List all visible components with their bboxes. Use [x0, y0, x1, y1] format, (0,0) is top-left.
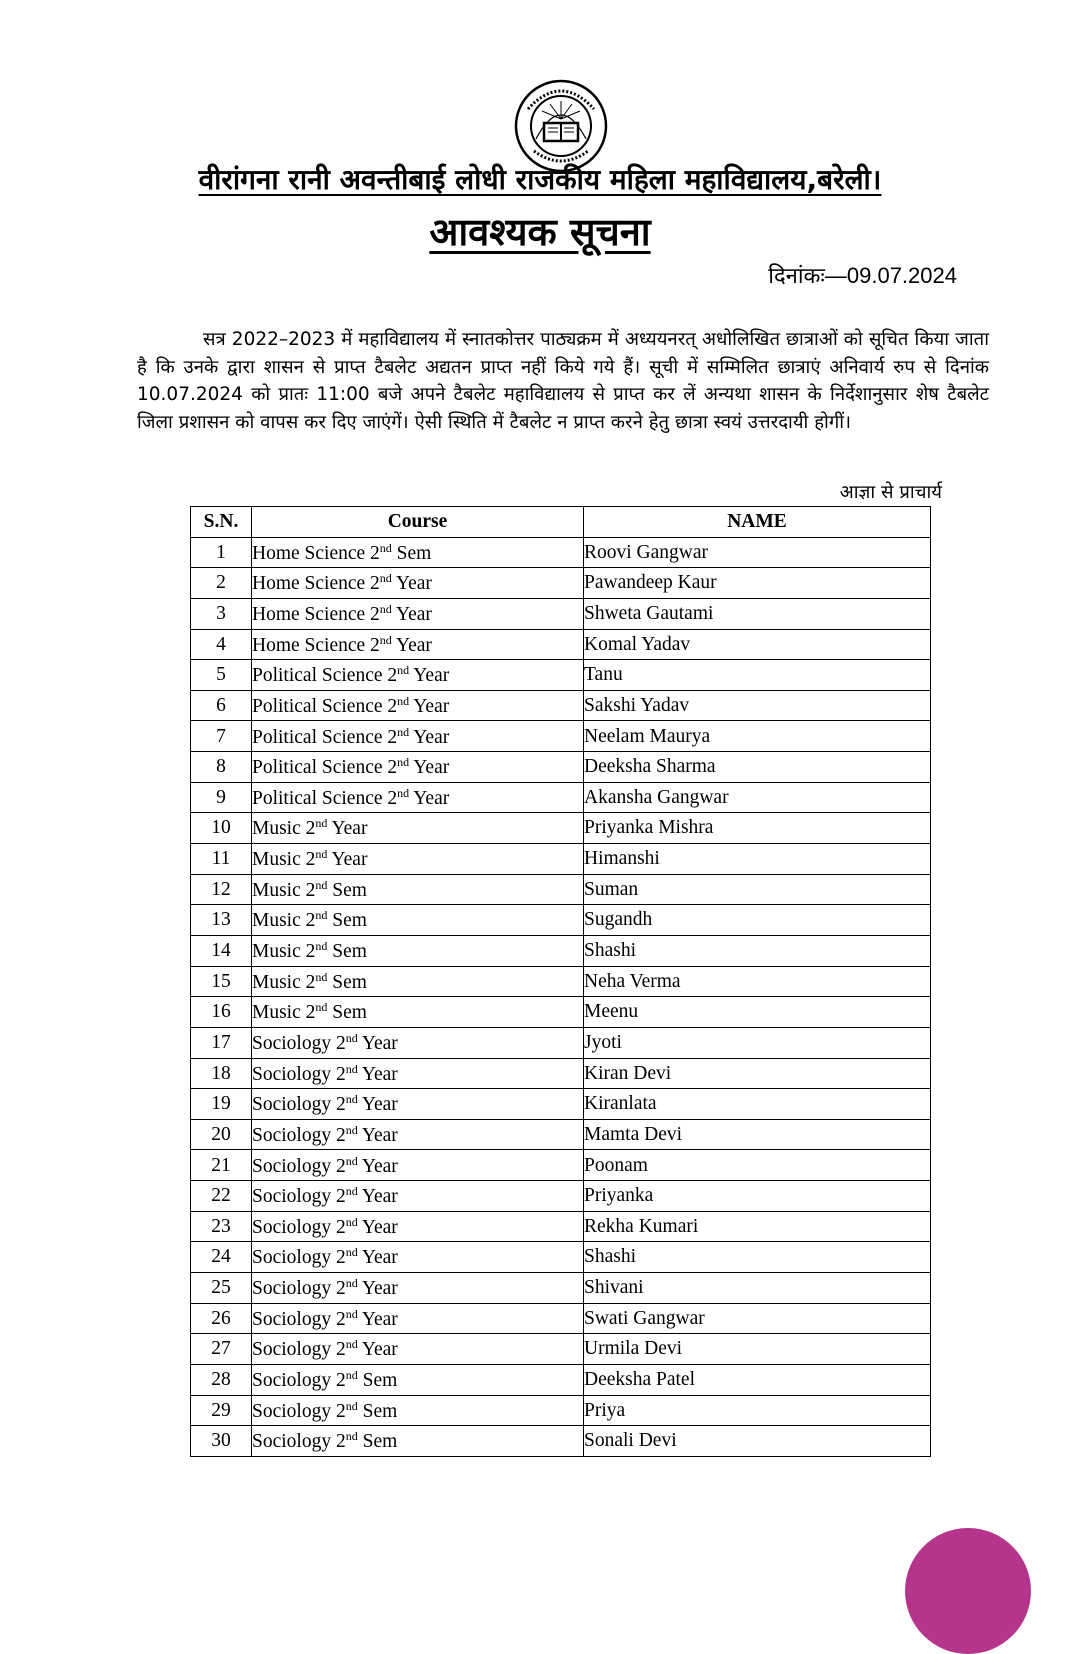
- course-subject: Political Science 2: [252, 787, 398, 809]
- course-subject: Sociology 2: [252, 1247, 346, 1269]
- row-course: [252, 966, 584, 997]
- course-term: Sem: [327, 910, 367, 932]
- row-serial-number: 15: [191, 966, 252, 997]
- course-term: Year: [409, 695, 450, 717]
- course-ordinal-suffix: nd: [397, 785, 410, 800]
- table-row: [191, 629, 931, 660]
- table-row: [191, 997, 931, 1028]
- row-course: [252, 782, 584, 813]
- row-serial-number: 23: [191, 1211, 252, 1242]
- row-serial-number: 28: [191, 1364, 252, 1395]
- table-row: [191, 782, 931, 813]
- row-course: [252, 1150, 584, 1181]
- course-ordinal-suffix: nd: [315, 877, 328, 892]
- row-course: [252, 1027, 584, 1058]
- table-row: [191, 905, 931, 936]
- row-course: [252, 537, 584, 568]
- row-student-name: Rekha Kumari: [584, 1211, 931, 1242]
- table-row: [191, 721, 931, 752]
- row-course: [252, 690, 584, 721]
- notice-date: दिनांकः—09.07.2024: [768, 263, 957, 288]
- college-name-heading: [0, 160, 1080, 198]
- row-course: [252, 1273, 584, 1304]
- course-term: Year: [391, 634, 432, 656]
- row-student-name: Urmila Devi: [584, 1334, 931, 1365]
- row-student-name: Deeksha Sharma: [584, 752, 931, 783]
- course-term: Sem: [357, 1400, 398, 1422]
- table-row: [191, 537, 931, 568]
- table-row: [191, 1242, 931, 1273]
- row-serial-number: 16: [191, 997, 252, 1028]
- row-serial-number: 3: [191, 598, 252, 629]
- course-term: Sem: [391, 542, 432, 564]
- course-subject: Sociology 2: [252, 1155, 346, 1177]
- row-student-name: Priyanka Mishra: [584, 813, 931, 844]
- row-course: [252, 997, 584, 1028]
- row-serial-number: 25: [191, 1273, 252, 1304]
- row-student-name: Shivani: [584, 1273, 931, 1304]
- course-subject: Home Science 2: [252, 542, 380, 564]
- row-serial-number: 18: [191, 1058, 252, 1089]
- course-term: Sem: [327, 971, 367, 993]
- course-subject: Sociology 2: [252, 1370, 346, 1391]
- notice-title-text: आवश्यक सूचना: [429, 210, 651, 254]
- row-student-name: Poonam: [584, 1150, 931, 1181]
- table-row: [191, 1058, 931, 1089]
- row-course: [252, 1395, 584, 1426]
- row-serial-number: 9: [191, 782, 252, 813]
- notice-body-paragraph: सत्र 2022–2023 में महाविद्यालय में स्नातकोत्तर पाठ्यक्रम में अध्ययनरत् अधोलिखित छात्राओं को सूचित किया जाता है कि उनके द्वारा शासन से प्राप्त टैबलेट अद्यतन प्राप्त नहीं किये गये हैं। सूची में सम्मिलित छात्राएं अनिवार्य रुप से दिनांक 10.07.2024 को प्रातः 11:00 बजे अपने टैबलेट महाविद्यालय से प्राप्त कर लें अन्यथा शासन के निर्देशानुसार शेष टैबलेट जिला प्रशासन को वापस कर दिए जाएंगें। ऐसी स्थिति में टैबलेट न प्राप्त करने हेतु छात्रा स्वयं उत्तरदायी होगीं।: [137, 329, 989, 433]
- row-student-name: Jyoti: [584, 1027, 931, 1058]
- course-ordinal-suffix: nd: [315, 969, 328, 984]
- row-serial-number: 30: [191, 1426, 252, 1457]
- course-term: Year: [357, 1032, 398, 1054]
- row-student-name: Akansha Gangwar: [584, 782, 931, 813]
- student-list-body: [191, 537, 931, 1456]
- course-term: Year: [327, 849, 368, 871]
- row-student-name: Shashi: [584, 935, 931, 966]
- course-ordinal-suffix: nd: [315, 908, 328, 923]
- course-ordinal-suffix: nd: [345, 1276, 358, 1291]
- course-term: Year: [357, 1155, 398, 1177]
- course-term: Year: [357, 1339, 398, 1361]
- table-row: [191, 660, 931, 691]
- header-name: NAME: [584, 507, 931, 538]
- course-subject: Home Science 2: [252, 634, 380, 656]
- row-student-name: Priyanka: [584, 1181, 931, 1212]
- course-ordinal-suffix: nd: [397, 693, 410, 708]
- row-serial-number: 14: [191, 935, 252, 966]
- course-subject: Music 2: [252, 971, 316, 993]
- course-subject: Home Science 2: [252, 573, 380, 595]
- row-serial-number: 19: [191, 1089, 252, 1120]
- course-term: Sem: [327, 879, 367, 901]
- course-term: Year: [357, 1278, 398, 1300]
- row-student-name: Shashi: [584, 1242, 931, 1273]
- course-ordinal-suffix: nd: [379, 601, 392, 616]
- table-row: [191, 813, 931, 844]
- table-row: [191, 752, 931, 783]
- table-row: [191, 598, 931, 629]
- table-row: [191, 1273, 931, 1304]
- row-course: [252, 1089, 584, 1120]
- course-ordinal-suffix: nd: [315, 939, 328, 954]
- table-row: [191, 1150, 931, 1181]
- table-row: [191, 1334, 931, 1365]
- row-course: [252, 1364, 584, 1395]
- course-term: Sem: [327, 941, 367, 963]
- college-name-text: वीरांगना रानी अवन्तीबाई लोधी राजकीय महिला महाविद्यालय,बरेली।: [198, 163, 882, 196]
- row-serial-number: 13: [191, 905, 252, 936]
- course-subject: Sociology 2: [252, 1339, 346, 1361]
- row-course: [252, 935, 584, 966]
- row-serial-number: 27: [191, 1334, 252, 1365]
- course-term: Year: [357, 1247, 398, 1269]
- course-ordinal-suffix: nd: [345, 1429, 358, 1444]
- row-serial-number: 22: [191, 1181, 252, 1212]
- header-course: Course: [252, 507, 584, 538]
- row-student-name: Roovi Gangwar: [584, 537, 931, 568]
- table-row: [191, 874, 931, 905]
- course-subject: Sociology 2: [252, 1124, 346, 1146]
- row-course: [252, 1181, 584, 1212]
- row-serial-number: 4: [191, 629, 252, 660]
- row-student-name: Neelam Maurya: [584, 721, 931, 752]
- row-serial-number: 26: [191, 1303, 252, 1334]
- course-ordinal-suffix: nd: [345, 1214, 358, 1229]
- course-ordinal-suffix: nd: [345, 1398, 358, 1413]
- course-subject: Sociology 2: [252, 1308, 346, 1330]
- row-serial-number: 8: [191, 752, 252, 783]
- row-serial-number: 11: [191, 844, 252, 875]
- course-ordinal-suffix: nd: [345, 1092, 358, 1107]
- row-course: [252, 568, 584, 599]
- course-subject: Sociology 2: [252, 1063, 346, 1085]
- row-student-name: Suman: [584, 874, 931, 905]
- course-subject: Music 2: [252, 818, 316, 840]
- row-student-name: Sugandh: [584, 905, 931, 936]
- row-student-name: Kiranlata: [584, 1089, 931, 1120]
- course-ordinal-suffix: nd: [397, 755, 410, 770]
- course-term: Sem: [357, 1431, 398, 1453]
- table-row: [191, 690, 931, 721]
- course-term: Year: [357, 1308, 398, 1330]
- row-serial-number: 17: [191, 1027, 252, 1058]
- row-course: [252, 813, 584, 844]
- course-subject: Home Science 2: [252, 603, 380, 625]
- row-serial-number: 24: [191, 1242, 252, 1273]
- row-student-name: Mamta Devi: [584, 1119, 931, 1150]
- course-subject: Sociology 2: [252, 1094, 346, 1116]
- course-term: Year: [327, 818, 368, 840]
- table-row: [191, 844, 931, 875]
- row-course: [252, 660, 584, 691]
- course-term: Year: [357, 1063, 398, 1085]
- principal-signature-line: आज्ञा से प्राचार्य: [839, 482, 942, 503]
- row-course: [252, 1119, 584, 1150]
- course-ordinal-suffix: nd: [345, 1306, 358, 1321]
- course-ordinal-suffix: nd: [345, 1368, 358, 1382]
- course-ordinal-suffix: nd: [345, 1061, 358, 1076]
- course-subject: Music 2: [252, 910, 316, 932]
- row-student-name: Sakshi Yadav: [584, 690, 931, 721]
- row-course: [252, 1058, 584, 1089]
- row-serial-number: 10: [191, 813, 252, 844]
- row-course: [252, 629, 584, 660]
- table-row: [191, 935, 931, 966]
- course-subject: Sociology 2: [252, 1216, 346, 1238]
- row-serial-number: 1: [191, 537, 252, 568]
- course-term: Sem: [357, 1370, 398, 1391]
- course-ordinal-suffix: nd: [315, 1000, 328, 1015]
- row-serial-number: 12: [191, 874, 252, 905]
- course-subject: Sociology 2: [252, 1431, 346, 1453]
- course-term: Year: [357, 1186, 398, 1208]
- course-term: Year: [409, 726, 450, 748]
- table-row: [191, 1395, 931, 1426]
- course-term: Year: [391, 573, 432, 595]
- row-student-name: Himanshi: [584, 844, 931, 875]
- row-student-name: Tanu: [584, 660, 931, 691]
- course-ordinal-suffix: nd: [379, 540, 392, 555]
- row-student-name: Priya: [584, 1395, 931, 1426]
- course-ordinal-suffix: nd: [315, 816, 328, 831]
- row-student-name: Deeksha Patel: [584, 1364, 931, 1395]
- row-student-name: Meenu: [584, 997, 931, 1028]
- course-ordinal-suffix: nd: [345, 1153, 358, 1168]
- row-student-name: Kiran Devi: [584, 1058, 931, 1089]
- course-term: Year: [357, 1094, 398, 1116]
- row-course: [252, 721, 584, 752]
- notice-title: [0, 205, 1080, 257]
- row-student-name: Pawandeep Kaur: [584, 568, 931, 599]
- table-row: [191, 568, 931, 599]
- college-seal-emblem-icon: [514, 79, 608, 173]
- row-student-name: Neha Verma: [584, 966, 931, 997]
- course-ordinal-suffix: nd: [397, 663, 410, 678]
- course-ordinal-suffix: nd: [345, 1122, 358, 1137]
- row-student-name: Swati Gangwar: [584, 1303, 931, 1334]
- course-subject: Political Science 2: [252, 726, 398, 748]
- row-course: [252, 598, 584, 629]
- row-serial-number: 5: [191, 660, 252, 691]
- course-ordinal-suffix: nd: [397, 724, 410, 739]
- table-header-row: [191, 507, 931, 538]
- course-ordinal-suffix: nd: [379, 571, 392, 586]
- row-course: [252, 1242, 584, 1273]
- course-term: Year: [409, 757, 450, 779]
- row-course: [252, 1211, 584, 1242]
- course-subject: Music 2: [252, 1002, 316, 1024]
- row-course: [252, 1426, 584, 1457]
- course-subject: Music 2: [252, 941, 316, 963]
- course-term: Year: [357, 1124, 398, 1146]
- course-subject: Sociology 2: [252, 1400, 346, 1422]
- row-student-name: Komal Yadav: [584, 629, 931, 660]
- row-course: [252, 752, 584, 783]
- course-ordinal-suffix: nd: [345, 1030, 358, 1045]
- row-course: [252, 844, 584, 875]
- header-sn: S.N.: [191, 507, 252, 538]
- row-serial-number: 21: [191, 1150, 252, 1181]
- course-subject: Political Science 2: [252, 695, 398, 717]
- course-ordinal-suffix: nd: [315, 847, 328, 862]
- row-course: [252, 874, 584, 905]
- table-row: [191, 1181, 931, 1212]
- row-serial-number: 2: [191, 568, 252, 599]
- course-subject: Music 2: [252, 849, 316, 871]
- course-term: Year: [409, 665, 450, 687]
- course-term: Year: [391, 603, 432, 625]
- table-row: [191, 1364, 931, 1395]
- row-serial-number: 6: [191, 690, 252, 721]
- course-subject: Sociology 2: [252, 1032, 346, 1054]
- table-row: [191, 1027, 931, 1058]
- row-course: [252, 905, 584, 936]
- course-ordinal-suffix: nd: [345, 1337, 358, 1352]
- row-student-name: Shweta Gautami: [584, 598, 931, 629]
- course-ordinal-suffix: nd: [345, 1184, 358, 1199]
- course-ordinal-suffix: nd: [379, 632, 392, 647]
- table-row: [191, 1089, 931, 1120]
- student-list-table: [190, 506, 931, 1457]
- table-row: [191, 1426, 931, 1457]
- course-subject: Music 2: [252, 879, 316, 901]
- table-row: [191, 1119, 931, 1150]
- row-serial-number: 20: [191, 1119, 252, 1150]
- course-subject: Sociology 2: [252, 1186, 346, 1208]
- row-serial-number: 7: [191, 721, 252, 752]
- table-row: [191, 1303, 931, 1334]
- row-course: [252, 1303, 584, 1334]
- table-row: [191, 966, 931, 997]
- corner-badge: [905, 1528, 1031, 1654]
- row-course: [252, 1334, 584, 1365]
- course-ordinal-suffix: nd: [345, 1245, 358, 1260]
- course-term: Sem: [327, 1002, 367, 1024]
- course-term: Year: [357, 1216, 398, 1238]
- course-subject: Political Science 2: [252, 665, 398, 687]
- course-subject: Sociology 2: [252, 1278, 346, 1300]
- course-term: Year: [409, 787, 450, 809]
- table-row: [191, 1211, 931, 1242]
- course-subject: Political Science 2: [252, 757, 398, 779]
- row-student-name: Sonali Devi: [584, 1426, 931, 1457]
- row-serial-number: 29: [191, 1395, 252, 1426]
